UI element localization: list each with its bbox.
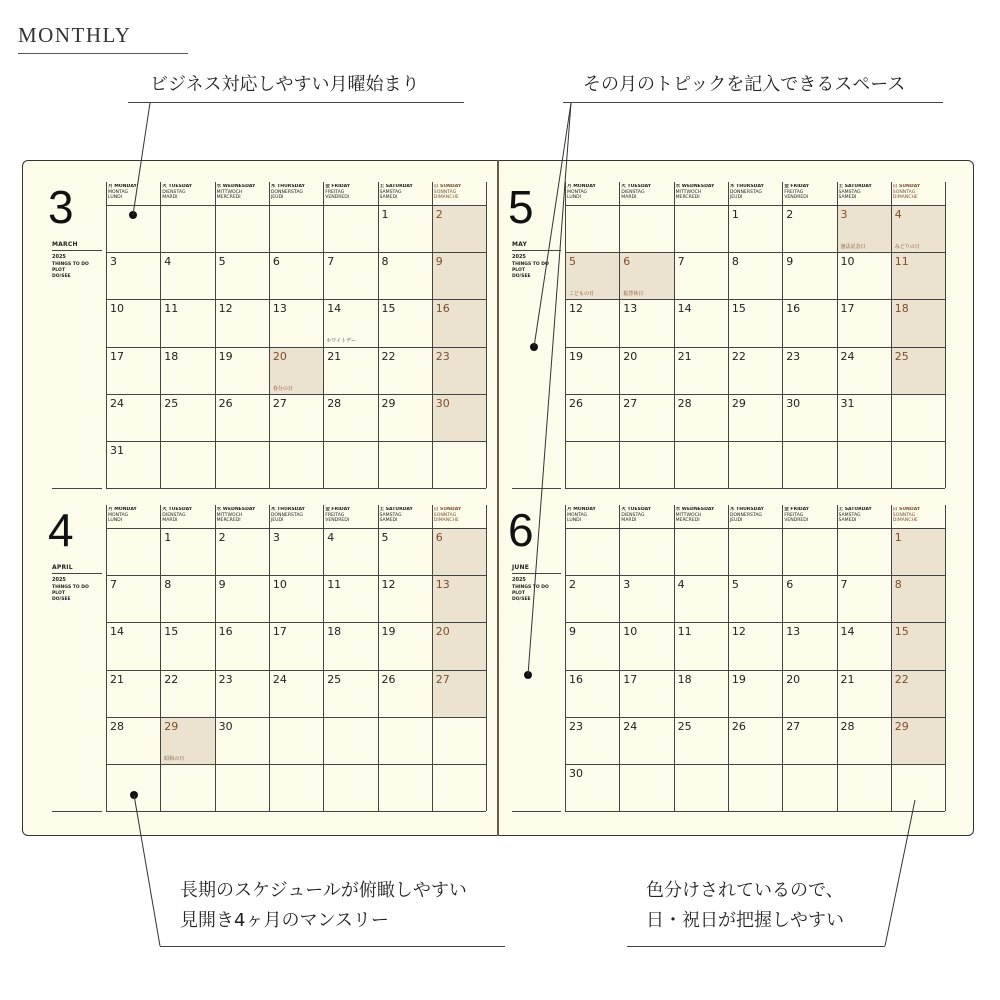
weekday-header-jp: 火: [162, 184, 167, 189]
day-number[interactable]: 18: [894, 302, 909, 316]
day-number[interactable]: 12: [569, 302, 583, 316]
day-number[interactable]: 10: [272, 578, 287, 592]
day-number[interactable]: 2: [218, 531, 226, 544]
day-number[interactable]: 16: [218, 625, 233, 639]
weekday-header-de: DONNERSTAG: [270, 512, 303, 518]
weekday-header-fr: MERCREDI: [675, 518, 700, 523]
weekday-header-fr: JEUDI: [729, 195, 743, 200]
day-number[interactable]: 10: [623, 625, 638, 639]
weekday-header-fr: MERCREDI: [216, 195, 241, 200]
weekday-header-de: MONTAG: [108, 512, 129, 518]
month-number: 5: [508, 181, 534, 233]
day-number[interactable]: 30: [786, 396, 801, 410]
weekday-header-en-label: THURSDAY: [734, 507, 764, 512]
weekday-header-de: SONNTAG: [433, 189, 457, 195]
weekday-header-fr: SAMEDI: [379, 518, 398, 523]
day-number[interactable]: 10: [840, 255, 855, 269]
holiday-label: 憲法記念日: [840, 244, 866, 251]
weekday-header-en-label: WEDNESDAY: [680, 184, 715, 189]
day-number[interactable]: 27: [786, 719, 801, 733]
month-year: 2025: [52, 577, 66, 583]
things-to-do-label: THINGS TO DO PLOT DO/SEE: [52, 585, 89, 602]
day-number[interactable]: 9: [569, 625, 576, 639]
day-number[interactable]: 27: [623, 396, 638, 410]
weekday-header-de: MITTWOCH: [675, 512, 702, 518]
day-number[interactable]: 3: [272, 531, 280, 544]
day-number[interactable]: 26: [381, 672, 396, 686]
weekday-header-de: FREITAG: [784, 189, 804, 195]
weekday-header-fr: JEUDI: [729, 518, 743, 523]
weekday-header-fr: JEUDI: [270, 518, 284, 523]
weekday-header-fr: VENDREDI: [784, 518, 809, 523]
weekday-header-en-label: SATURDAY: [843, 184, 872, 189]
day-number[interactable]: 14: [677, 302, 692, 316]
weekday-header-en-label: SATURDAY: [384, 507, 413, 512]
weekday-header-fr: VENDREDI: [325, 195, 350, 200]
day-number[interactable]: 19: [569, 349, 583, 363]
weekday-header-en-label: SUNDAY: [897, 184, 921, 189]
things-to-do-label: THINGS TO DO PLOT DO/SEE: [52, 262, 89, 279]
holiday-label: 春分の日: [272, 385, 293, 392]
weekday-header-jp: 火: [621, 184, 626, 189]
day-number[interactable]: 23: [786, 349, 801, 363]
weekday-header-en-label: TUESDAY: [625, 184, 652, 189]
weekday-header-de: DONNERSTAG: [729, 189, 762, 195]
day-number[interactable]: 5: [569, 255, 576, 269]
weekday-header-de: FREITAG: [784, 512, 804, 518]
weekday-header-jp: 水: [675, 507, 681, 512]
weekday-header-en-label: MONDAY: [571, 184, 596, 189]
day-number[interactable]: 19: [381, 625, 396, 639]
day-number[interactable]: 11: [894, 255, 909, 269]
day-number[interactable]: 30: [435, 396, 450, 410]
callout-color-coded-2: 日・祝日が把握しやすい: [646, 910, 844, 931]
weekday-header-jp: 土: [838, 184, 844, 189]
holiday-label: 振替休日: [623, 291, 644, 298]
day-number[interactable]: 28: [840, 719, 855, 733]
day-number[interactable]: 5: [381, 531, 389, 544]
weekday-header-fr: LUNDI: [108, 195, 123, 200]
weekday-header-de: DIENSTAG: [162, 512, 186, 518]
day-number[interactable]: 17: [623, 672, 638, 686]
weekday-header-en-label: TUESDAY: [166, 507, 193, 512]
weekday-header-en-label: FRIDAY: [788, 507, 810, 512]
day-number[interactable]: 17: [840, 302, 855, 316]
day-number[interactable]: 15: [894, 625, 909, 639]
day-number[interactable]: 14: [110, 625, 124, 639]
day-number[interactable]: 28: [677, 396, 692, 410]
weekday-header-de: DONNERSTAG: [729, 512, 762, 518]
day-number[interactable]: 6: [623, 255, 631, 269]
weekday-header-jp: 金: [784, 507, 789, 512]
day-number[interactable]: 1: [731, 208, 739, 221]
day-number[interactable]: 2: [569, 578, 576, 592]
day-number[interactable]: 26: [569, 396, 583, 410]
day-number[interactable]: 21: [110, 672, 124, 686]
day-number[interactable]: 22: [164, 672, 179, 686]
weekday-header-de: SAMSTAG: [838, 512, 861, 518]
day-number[interactable]: 24: [623, 719, 638, 733]
callout-topic-space: その月のトピックを記入できるスペース: [583, 74, 906, 95]
weekday-header-de: SAMSTAG: [379, 512, 402, 518]
day-number[interactable]: 8: [731, 255, 739, 269]
day-number[interactable]: 17: [110, 349, 124, 363]
weekday-header-en-label: THURSDAY: [734, 184, 764, 189]
weekday-header-en-label: SUNDAY: [438, 507, 462, 512]
day-number[interactable]: 9: [435, 255, 443, 269]
weekday-header-jp: 日: [892, 184, 898, 189]
weekday-header-jp: 木: [270, 184, 276, 189]
day-number[interactable]: 28: [110, 719, 124, 733]
weekday-header-en-label: MONDAY: [112, 507, 137, 512]
day-number[interactable]: 21: [327, 349, 342, 363]
day-number[interactable]: 11: [677, 625, 692, 639]
weekday-header-jp: 金: [325, 184, 330, 189]
holiday-label: 昭和の日: [164, 755, 185, 762]
weekday-header-jp: 火: [621, 507, 626, 512]
weekday-header-fr: SAMEDI: [838, 518, 857, 523]
weekday-header-de: FREITAG: [325, 189, 345, 195]
day-number[interactable]: 25: [677, 719, 692, 733]
weekday-header-en-label: SATURDAY: [384, 184, 413, 189]
day-number[interactable]: 19: [218, 349, 233, 363]
weekday-header-jp: 日: [892, 507, 898, 512]
day-number[interactable]: 1: [894, 531, 902, 544]
weekday-header-de: MONTAG: [567, 512, 588, 518]
weekday-header-jp: 土: [838, 507, 844, 512]
weekday-header-fr: MARDI: [621, 518, 637, 523]
weekday-header-en-label: WEDNESDAY: [221, 184, 256, 189]
day-number[interactable]: 20: [435, 625, 450, 639]
day-number[interactable]: 23: [435, 349, 450, 363]
day-number[interactable]: 3: [110, 255, 117, 269]
day-number[interactable]: 4: [894, 208, 902, 221]
day-number[interactable]: 14: [327, 302, 342, 316]
weekday-header-jp: 月: [108, 507, 113, 512]
day-number[interactable]: 29: [731, 396, 746, 410]
month-number: 3: [48, 181, 74, 233]
weekday-header-de: DIENSTAG: [162, 189, 186, 195]
day-number[interactable]: 13: [435, 578, 450, 592]
day-number[interactable]: 13: [272, 302, 287, 316]
day-number[interactable]: 12: [218, 302, 233, 316]
day-number[interactable]: 6: [786, 578, 794, 592]
day-number[interactable]: 30: [569, 767, 583, 780]
things-to-do-label: THINGS TO DO PLOT DO/SEE: [512, 585, 549, 602]
weekday-header-de: SONNTAG: [433, 512, 457, 518]
day-number[interactable]: 22: [381, 349, 396, 363]
day-number[interactable]: 15: [731, 302, 746, 316]
month-year: 2025: [52, 254, 66, 260]
weekday-header-de: MITTWOCH: [675, 189, 702, 195]
day-number[interactable]: 18: [327, 625, 342, 639]
weekday-header-en-label: FRIDAY: [329, 507, 351, 512]
weekday-header-jp: 日: [433, 184, 439, 189]
weekday-header-fr: DIMANCHE: [892, 195, 918, 200]
weekday-header-en-label: THURSDAY: [275, 184, 305, 189]
callout-four-month-spread-1: 長期のスケジュールが俯瞰しやすい: [180, 880, 467, 901]
day-number[interactable]: 8: [381, 255, 389, 269]
weekday-header-jp: 金: [784, 184, 789, 189]
day-number[interactable]: 9: [786, 255, 794, 269]
day-number[interactable]: 22: [731, 349, 746, 363]
weekday-header-en-label: FRIDAY: [329, 184, 351, 189]
day-number[interactable]: 3: [840, 208, 848, 221]
day-number[interactable]: 7: [677, 255, 685, 269]
day-number[interactable]: 5: [731, 578, 739, 592]
month-year: 2025: [512, 254, 526, 260]
day-number[interactable]: 25: [164, 396, 179, 410]
weekday-header-de: DONNERSTAG: [270, 189, 303, 195]
weekday-header-de: DIENSTAG: [621, 512, 645, 518]
day-number[interactable]: 6: [272, 255, 280, 269]
day-number[interactable]: 8: [164, 578, 172, 592]
weekday-header-fr: VENDREDI: [325, 518, 350, 523]
day-number[interactable]: 7: [840, 578, 848, 592]
day-number[interactable]: 31: [110, 444, 124, 457]
day-number[interactable]: 7: [110, 578, 117, 592]
day-number[interactable]: 26: [731, 719, 746, 733]
day-number[interactable]: 16: [435, 302, 450, 316]
weekday-header-jp: 水: [216, 184, 222, 189]
day-number[interactable]: 12: [381, 578, 396, 592]
day-number[interactable]: 25: [894, 349, 909, 363]
day-number[interactable]: 1: [381, 208, 389, 221]
day-number[interactable]: 3: [623, 578, 631, 592]
day-number[interactable]: 25: [327, 672, 342, 686]
day-number[interactable]: 28: [327, 396, 342, 410]
day-number[interactable]: 20: [272, 349, 287, 363]
weekday-header-de: MITTWOCH: [216, 512, 243, 518]
day-number[interactable]: 27: [272, 396, 287, 410]
day-number[interactable]: 4: [327, 531, 335, 544]
weekday-header-jp: 月: [108, 184, 113, 189]
weekday-header-en-label: SUNDAY: [438, 184, 462, 189]
weekday-header-jp: 木: [729, 507, 735, 512]
day-number[interactable]: 31: [840, 396, 855, 410]
weekday-header-en-label: WEDNESDAY: [221, 507, 256, 512]
day-number[interactable]: 20: [623, 349, 638, 363]
holiday-label: こどもの日: [569, 291, 595, 298]
month-name: MAY: [512, 241, 527, 248]
callout-color-coded-1: 色分けされているので、: [646, 880, 844, 901]
day-number[interactable]: 29: [381, 396, 396, 410]
weekday-header-en-label: TUESDAY: [625, 507, 652, 512]
day-number[interactable]: 4: [164, 255, 172, 269]
day-number[interactable]: 14: [840, 625, 855, 639]
weekday-header-de: FREITAG: [325, 512, 345, 518]
weekday-header-en-label: THURSDAY: [275, 507, 305, 512]
day-number[interactable]: 30: [218, 719, 233, 733]
day-number[interactable]: 1: [164, 531, 172, 544]
weekday-header-en-label: FRIDAY: [788, 184, 810, 189]
holiday-label: みどりの日: [894, 244, 920, 251]
weekday-header-jp: 土: [379, 507, 385, 512]
day-number[interactable]: 12: [731, 625, 746, 639]
month-name: APRIL: [52, 564, 73, 571]
month-number: 4: [48, 504, 74, 556]
weekday-header-fr: MARDI: [162, 195, 178, 200]
weekday-header-fr: MERCREDI: [675, 195, 700, 200]
day-number[interactable]: 11: [327, 578, 342, 592]
weekday-header-jp: 月: [567, 184, 572, 189]
day-number[interactable]: 18: [677, 672, 692, 686]
weekday-header-fr: SAMEDI: [379, 195, 398, 200]
day-number[interactable]: 10: [110, 302, 124, 316]
weekday-header-en-label: MONDAY: [571, 507, 596, 512]
weekday-header-fr: VENDREDI: [784, 195, 809, 200]
day-number[interactable]: 9: [218, 578, 226, 592]
day-number[interactable]: 29: [894, 719, 909, 733]
day-number[interactable]: 18: [164, 349, 179, 363]
weekday-header-de: MONTAG: [108, 189, 129, 195]
day-number[interactable]: 4: [677, 578, 685, 592]
weekday-header-jp: 水: [675, 184, 681, 189]
page-heading: MONTHLY: [18, 23, 132, 47]
day-number[interactable]: 24: [840, 349, 855, 363]
weekday-header-fr: DIMANCHE: [433, 518, 459, 523]
day-number[interactable]: 20: [786, 672, 801, 686]
weekday-header-de: SONNTAG: [892, 189, 916, 195]
day-number[interactable]: 22: [894, 672, 909, 686]
weekday-header-en-label: SUNDAY: [897, 507, 921, 512]
day-number[interactable]: 23: [218, 672, 233, 686]
weekday-header-en-label: WEDNESDAY: [680, 507, 715, 512]
things-to-do-label: THINGS TO DO PLOT DO/SEE: [512, 262, 549, 279]
weekday-header-jp: 金: [325, 507, 330, 512]
day-number[interactable]: 26: [218, 396, 233, 410]
day-number[interactable]: 11: [164, 302, 179, 316]
day-number[interactable]: 21: [840, 672, 855, 686]
weekday-header-fr: MARDI: [621, 195, 637, 200]
day-number[interactable]: 2: [435, 208, 443, 221]
weekday-header-fr: LUNDI: [567, 518, 582, 523]
day-number[interactable]: 24: [272, 672, 287, 686]
weekday-header-jp: 木: [729, 184, 735, 189]
weekday-header-en-label: MONDAY: [112, 184, 137, 189]
month-year: 2025: [512, 577, 526, 583]
day-number[interactable]: 5: [218, 255, 226, 269]
weekday-header-de: SONNTAG: [892, 512, 916, 518]
weekday-header-jp: 火: [162, 507, 167, 512]
weekday-header-de: MONTAG: [567, 189, 588, 195]
month-name: MARCH: [52, 241, 78, 248]
weekday-header-de: SAMSTAG: [838, 189, 861, 195]
day-number[interactable]: 15: [381, 302, 396, 316]
weekday-header-fr: LUNDI: [567, 195, 582, 200]
day-number[interactable]: 17: [272, 625, 287, 639]
day-number[interactable]: 15: [164, 625, 179, 639]
day-number[interactable]: 6: [435, 531, 443, 544]
day-number[interactable]: 16: [569, 672, 583, 686]
weekday-header-fr: MARDI: [162, 518, 178, 523]
weekday-header-de: DIENSTAG: [621, 189, 645, 195]
weekday-header-fr: MERCREDI: [216, 518, 241, 523]
weekday-header-fr: DIMANCHE: [892, 518, 918, 523]
day-number[interactable]: 8: [894, 578, 902, 592]
weekday-header-jp: 月: [567, 507, 572, 512]
weekday-header-jp: 日: [433, 507, 439, 512]
day-number[interactable]: 16: [786, 302, 801, 316]
day-number[interactable]: 2: [786, 208, 794, 221]
month-name: JUNE: [512, 564, 530, 571]
weekday-header-fr: JEUDI: [270, 195, 284, 200]
month-number: 6: [508, 504, 534, 556]
callout-four-month-spread-2: 見開き4ヶ月のマンスリー: [180, 910, 389, 931]
weekday-header-fr: DIMANCHE: [433, 195, 459, 200]
weekday-header-en-label: TUESDAY: [166, 184, 193, 189]
weekday-header-jp: 土: [379, 184, 385, 189]
callout-monday-start: ビジネス対応しやすい月曜始まり: [150, 74, 420, 95]
day-number[interactable]: 7: [327, 255, 335, 269]
weekday-header-de: MITTWOCH: [216, 189, 243, 195]
day-number[interactable]: 13: [786, 625, 801, 639]
weekday-header-de: SAMSTAG: [379, 189, 402, 195]
weekday-header-en-label: SATURDAY: [843, 507, 872, 512]
weekday-header-jp: 水: [216, 507, 222, 512]
day-number[interactable]: 19: [731, 672, 746, 686]
weekday-header-jp: 木: [270, 507, 276, 512]
weekday-header-fr: SAMEDI: [838, 195, 857, 200]
weekday-header-fr: LUNDI: [108, 518, 123, 523]
day-number[interactable]: 24: [110, 396, 124, 410]
day-number[interactable]: 23: [569, 719, 583, 733]
day-number[interactable]: 29: [164, 719, 179, 733]
day-number[interactable]: 13: [623, 302, 638, 316]
day-number[interactable]: 27: [435, 672, 450, 686]
day-number[interactable]: 21: [677, 349, 692, 363]
